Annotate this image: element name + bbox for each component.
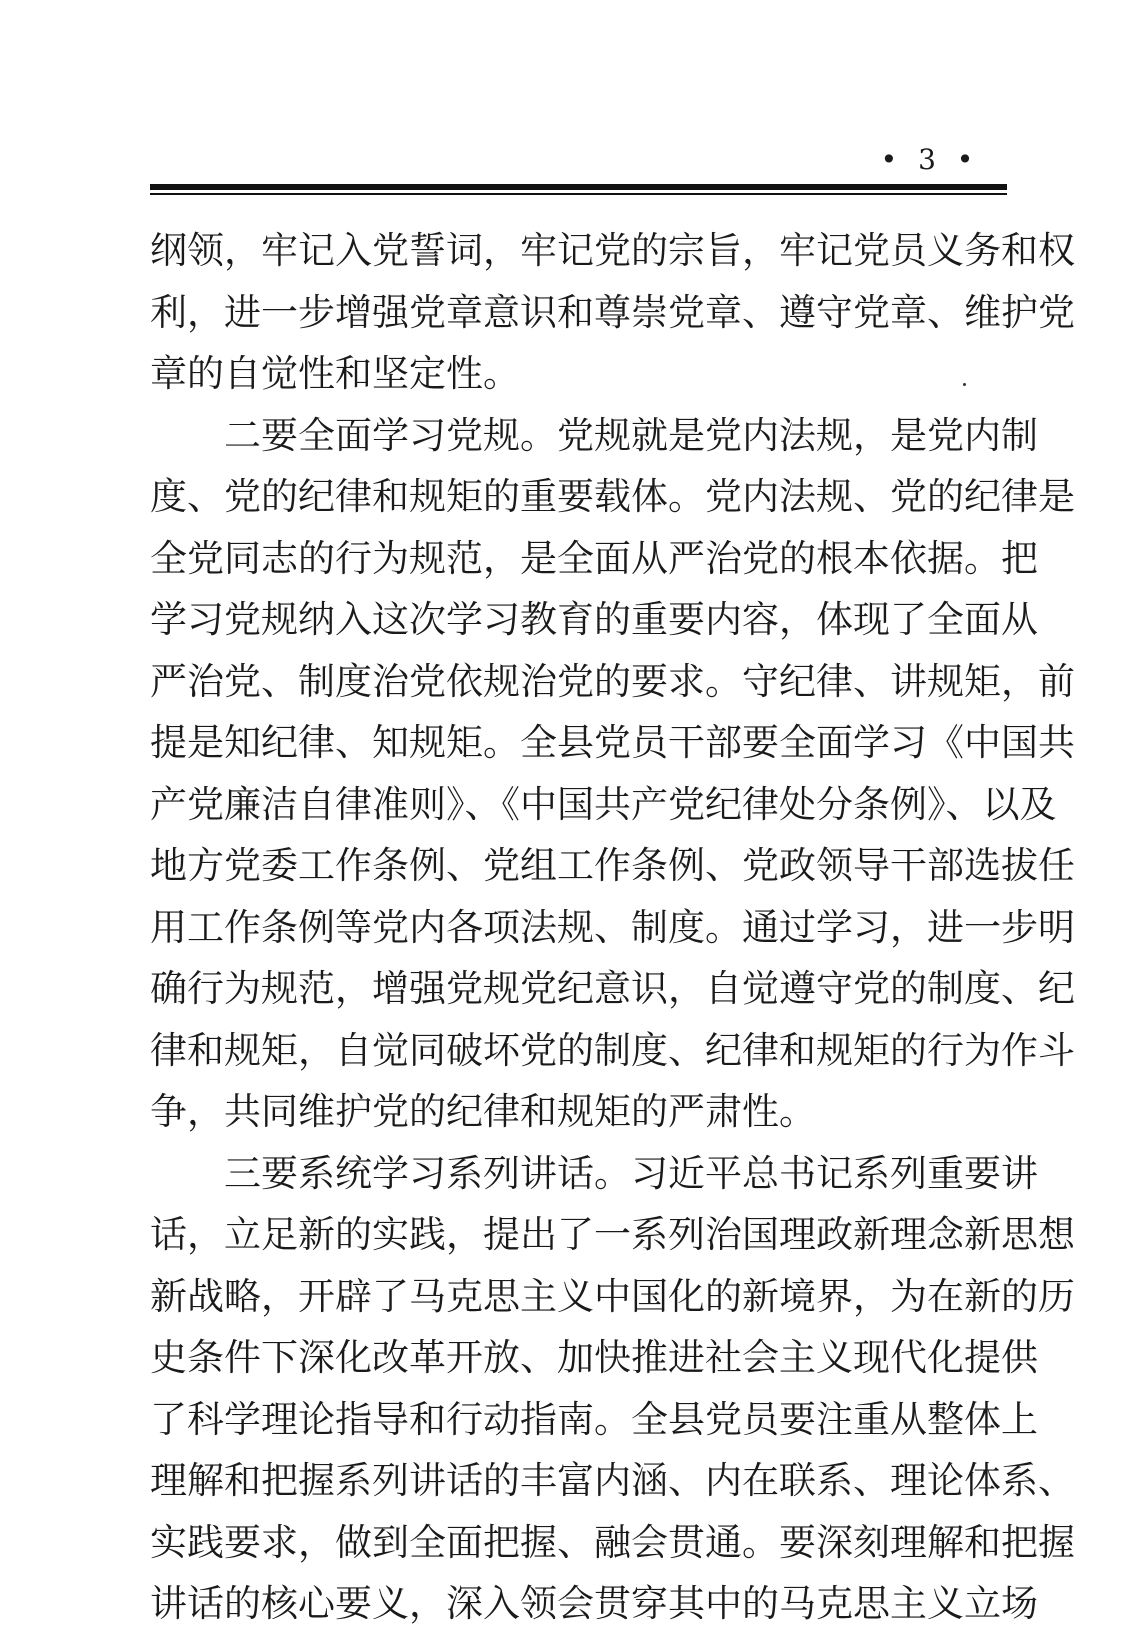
- section-heading-phrase: 二要全面学习党规。: [224, 413, 557, 457]
- line-text: 习近平总书记系列重要讲: [631, 1151, 1038, 1195]
- line-text: 纲领，牢记入党誓词，牢记党的宗旨，牢记党员义务和权: [150, 229, 1075, 272]
- line-text: 地方党委工作条例、党组工作条例、党政领导干部选拔任: [150, 844, 1075, 887]
- header-rule-thin: [150, 193, 1007, 195]
- text-line: [150, 1081, 1012, 1143]
- line-text: 利，进一步增强党章意识和尊崇党章、遵守党章、维护党: [150, 290, 1075, 334]
- section-heading-phrase: 三要系统学习系列讲话。: [224, 1151, 631, 1195]
- line-text: 确行为规范，增强党规党纪意识，自觉遵守党的制度、纪: [150, 967, 1075, 1010]
- text-line: [150, 343, 1012, 405]
- text-line: [150, 712, 1075, 774]
- text-line: [150, 835, 1075, 897]
- text-line: [150, 1389, 1038, 1451]
- line-text: 史条件下深化改革开放、加快推进社会主义现代化提供: [150, 1336, 1038, 1379]
- line-text: 理解和把握系列讲话的丰富内涵、内在联系、理论体系、: [150, 1459, 1075, 1502]
- text-line: [150, 651, 1075, 713]
- line-text: 提是知纪律、知规矩。全县党员干部要全面学习《中国共: [150, 721, 1075, 764]
- text-line: [150, 1266, 1075, 1328]
- line-text: 全党同志的行为规范，是全面从严治党的根本依据。把: [150, 536, 1038, 580]
- line-text: 章的自觉性和坚定性。: [150, 352, 520, 395]
- line-text: 讲话的核心要义，深入领会贯穿其中的马克思主义立场: [150, 1582, 1038, 1625]
- text-line: [150, 958, 1075, 1020]
- header-rule-thick: [150, 184, 1007, 190]
- line-text: 律和规矩，自觉同破坏党的制度、纪律和规矩的行为作斗: [150, 1028, 1075, 1072]
- text-line: [150, 589, 1038, 651]
- paragraph-lead-line: [150, 405, 1038, 467]
- text-line: [150, 774, 1057, 836]
- text-line: [150, 1020, 1075, 1082]
- line-text: 用工作条例等党内各项法规、制度。通过学习，进一步明: [150, 905, 1075, 949]
- line-text: 新战略，开辟了马克思主义中国化的新境界，为在新的历: [150, 1274, 1075, 1318]
- page-number: • 3 •: [880, 143, 980, 176]
- text-line: [150, 1450, 1075, 1512]
- line-text: 了科学理论指导和行动指南。全县党员要注重从整体上: [150, 1397, 1038, 1441]
- text-line: [150, 1573, 1038, 1635]
- text-line: [150, 466, 1075, 528]
- text-line: [150, 528, 1038, 590]
- text-line: [150, 897, 1075, 959]
- line-text: 实践要求，做到全面把握、融会贯通。要深刻理解和把握: [150, 1520, 1075, 1564]
- line-text: 严治党、制度治党依规治党的要求。守纪律、讲规矩，前: [150, 659, 1075, 703]
- line-text: 学习党规纳入这次学习教育的重要内容，体现了全面从: [150, 598, 1038, 641]
- body-text: [150, 220, 1075, 1635]
- line-text: 争，共同维护党的纪律和规矩的严肃性。: [150, 1090, 816, 1133]
- text-line: [150, 282, 1075, 344]
- line-text: 话，立足新的实践，提出了一系列治国理政新理念新思想: [150, 1213, 1075, 1256]
- line-text: 党规就是党内法规，是党内制: [557, 413, 1038, 457]
- line-text: 度、党的纪律和规矩的重要载体。党内法规、党的纪律是: [150, 475, 1075, 518]
- text-line: [150, 1204, 1075, 1266]
- text-line: [150, 1327, 1038, 1389]
- text-line: [150, 220, 1075, 282]
- scan-speck: [963, 383, 966, 386]
- text-line: [150, 1512, 1075, 1574]
- line-text: 产党廉洁自律准则》、《中国共产党纪律处分条例》、以及: [150, 782, 1057, 826]
- paragraph-lead-line: [150, 1143, 1038, 1205]
